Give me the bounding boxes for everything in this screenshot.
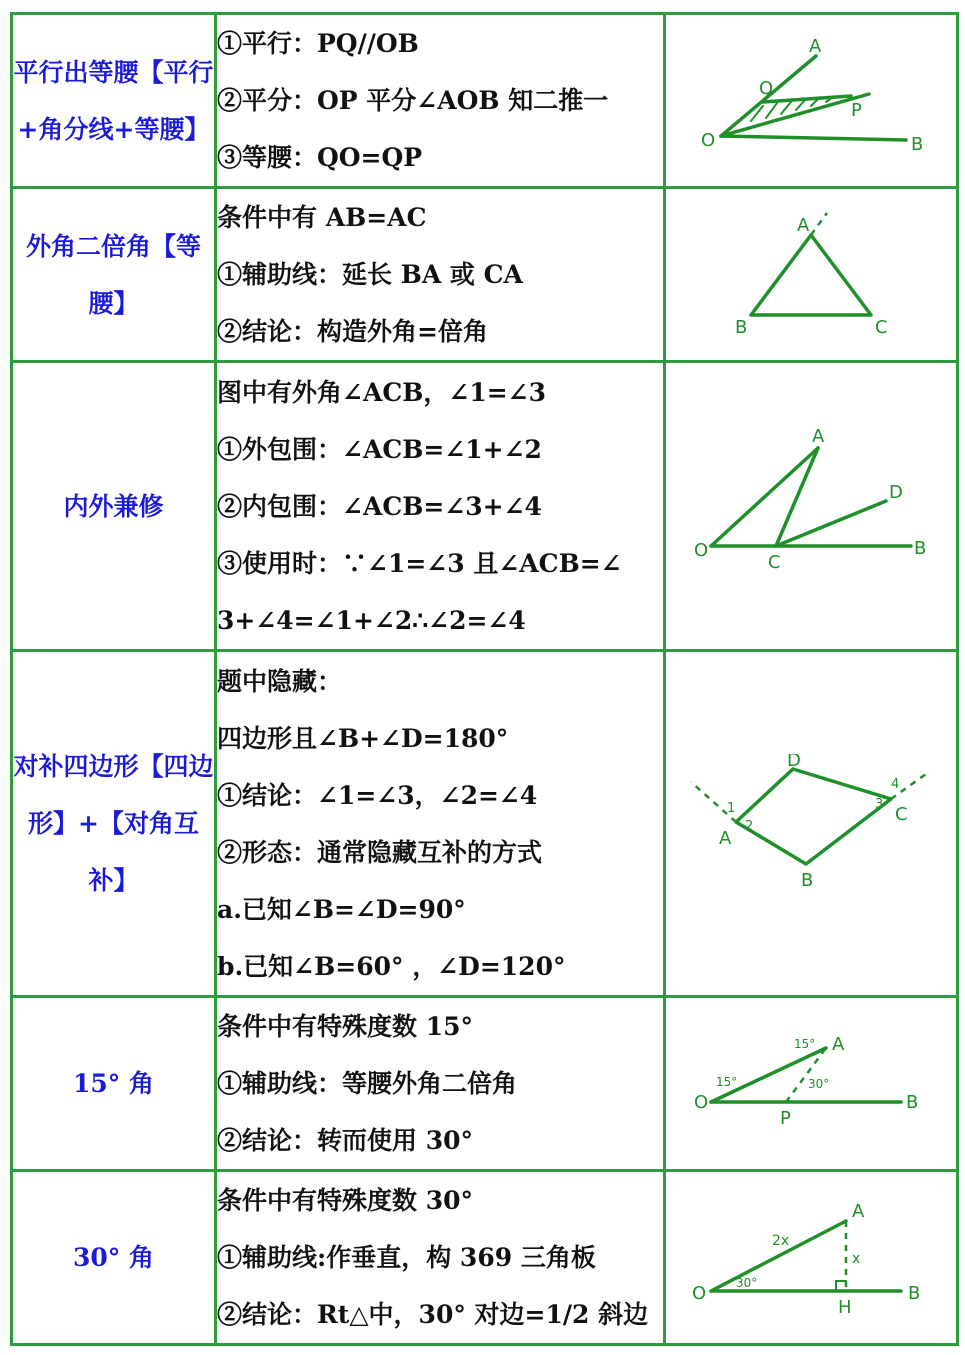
row-content <box>216 362 665 651</box>
content-line: 题中隐藏： <box>217 666 343 696</box>
exterior-angle-figure <box>686 426 936 586</box>
content-line: 条件中有特殊度数 15° <box>217 1012 473 1041</box>
content-line: 条件中有特殊度数 30° <box>217 1186 473 1215</box>
point-label: A <box>852 1200 865 1222</box>
row-label: 15° 角 <box>12 997 216 1171</box>
summary-table <box>10 12 959 1346</box>
row-content <box>216 997 665 1171</box>
row-diagram <box>665 1171 958 1345</box>
content-line: 四边形且∠B+∠D=180° <box>217 723 509 753</box>
thirty-degree-figure <box>686 1193 936 1323</box>
content-line: ①辅助线：延长 BA 或 CA <box>217 260 523 289</box>
content-line: ②形态：通常隐藏互补的方式 <box>217 837 543 867</box>
content-line: ①外包围：∠ACB=∠1+∠2 <box>217 434 542 464</box>
point-label: A <box>719 827 732 849</box>
point-label: C <box>875 316 888 338</box>
row-content <box>216 1171 665 1345</box>
table-row <box>12 997 958 1171</box>
point-label: C <box>768 552 781 573</box>
content-line: ①平行：PQ//OB <box>217 29 419 58</box>
table-row <box>12 362 958 651</box>
point-label: H <box>838 1296 852 1318</box>
table-row <box>12 188 958 362</box>
content-line: ①结论：∠1=∠3，∠2=∠4 <box>217 780 538 810</box>
content-line: ②内包围：∠ACB=∠3+∠4 <box>217 491 542 521</box>
point-label: O <box>694 1091 709 1113</box>
row-diagram <box>665 14 958 188</box>
content-line: ②结论：转而使用 30° <box>217 1126 473 1155</box>
content-line: ②结论：Rt△中，30° 对边=1/2 斜边 <box>217 1300 649 1329</box>
point-label: C <box>895 803 908 825</box>
content-line: b.已知∠B=60° ，∠D=120° <box>217 951 566 981</box>
point-label: O <box>694 540 709 561</box>
row-label: 平行出等腰【平行+角分线+等腰】 <box>12 14 216 188</box>
point-label: B <box>735 316 748 338</box>
point-label: B <box>908 1282 921 1304</box>
content-line: ③使用时：∵∠1=∠3 且∠ACB=∠ <box>217 548 622 578</box>
cyclic-quadrilateral-figure <box>681 754 941 894</box>
content-line: ③等腰：QO=QP <box>217 143 423 172</box>
point-label: P <box>780 1107 791 1129</box>
table-row <box>12 651 958 997</box>
row-diagram <box>665 651 958 997</box>
content-line: ①辅助线:作垂直，构 369 三角板 <box>217 1243 596 1272</box>
angle-label: 1 <box>727 800 736 816</box>
point-label: O <box>692 1282 707 1304</box>
point-label: Q <box>759 77 774 99</box>
row-content <box>216 651 665 997</box>
point-label: P <box>851 99 862 121</box>
row-label: 外角二倍角【等腰】 <box>12 188 216 362</box>
point-label: B <box>911 133 924 155</box>
point-label: B <box>801 869 814 891</box>
row-label: 对补四边形【四边形】+【对角互补】 <box>12 651 216 997</box>
content-line: ②结论：构造外角=倍角 <box>217 317 488 346</box>
content-line: a.已知∠B=∠D=90° <box>217 894 466 924</box>
content-line: 图中有外角∠ACB，∠1=∠3 <box>217 377 547 407</box>
fifteen-degree-figure <box>686 1024 936 1144</box>
content-line: 条件中有 AB=AC <box>217 203 427 232</box>
angle-label: 30° <box>808 1076 830 1091</box>
angle-label: 2 <box>745 818 754 834</box>
content-line: ①辅助线：等腰外角二倍角 <box>217 1069 518 1098</box>
row-label: 30° 角 <box>12 1171 216 1345</box>
side-label: 2x <box>772 1232 790 1249</box>
angle-label: 4 <box>891 776 900 792</box>
row-content <box>216 14 665 188</box>
row-diagram <box>665 188 958 362</box>
point-label: A <box>809 35 822 57</box>
side-label: x <box>852 1250 861 1267</box>
angle-label: 3 <box>875 796 884 812</box>
parallel-bisector-figure <box>691 36 931 166</box>
table-row <box>12 1171 958 1345</box>
point-label: B <box>914 538 927 559</box>
angle-label: 15° <box>794 1036 816 1051</box>
content-line: 3+∠4=∠1+∠2∴∠2=∠4 <box>217 605 526 635</box>
row-diagram <box>665 362 958 651</box>
point-label: D <box>787 753 801 771</box>
row-label: 内外兼修 <box>12 362 216 651</box>
angle-label: 15° <box>716 1074 738 1089</box>
point-label: D <box>889 482 903 503</box>
table-row <box>12 14 958 188</box>
point-label: B <box>906 1091 919 1113</box>
point-label: O <box>701 129 716 151</box>
point-label: A <box>812 426 825 447</box>
row-diagram <box>665 997 958 1171</box>
point-label: A <box>832 1033 845 1055</box>
content-line: ②平分：OP 平分∠AOB 知二推一 <box>217 86 609 115</box>
angle-label: 30° <box>736 1275 758 1290</box>
isosceles-triangle-figure <box>711 205 911 345</box>
point-label: A <box>797 214 810 236</box>
row-content <box>216 188 665 362</box>
